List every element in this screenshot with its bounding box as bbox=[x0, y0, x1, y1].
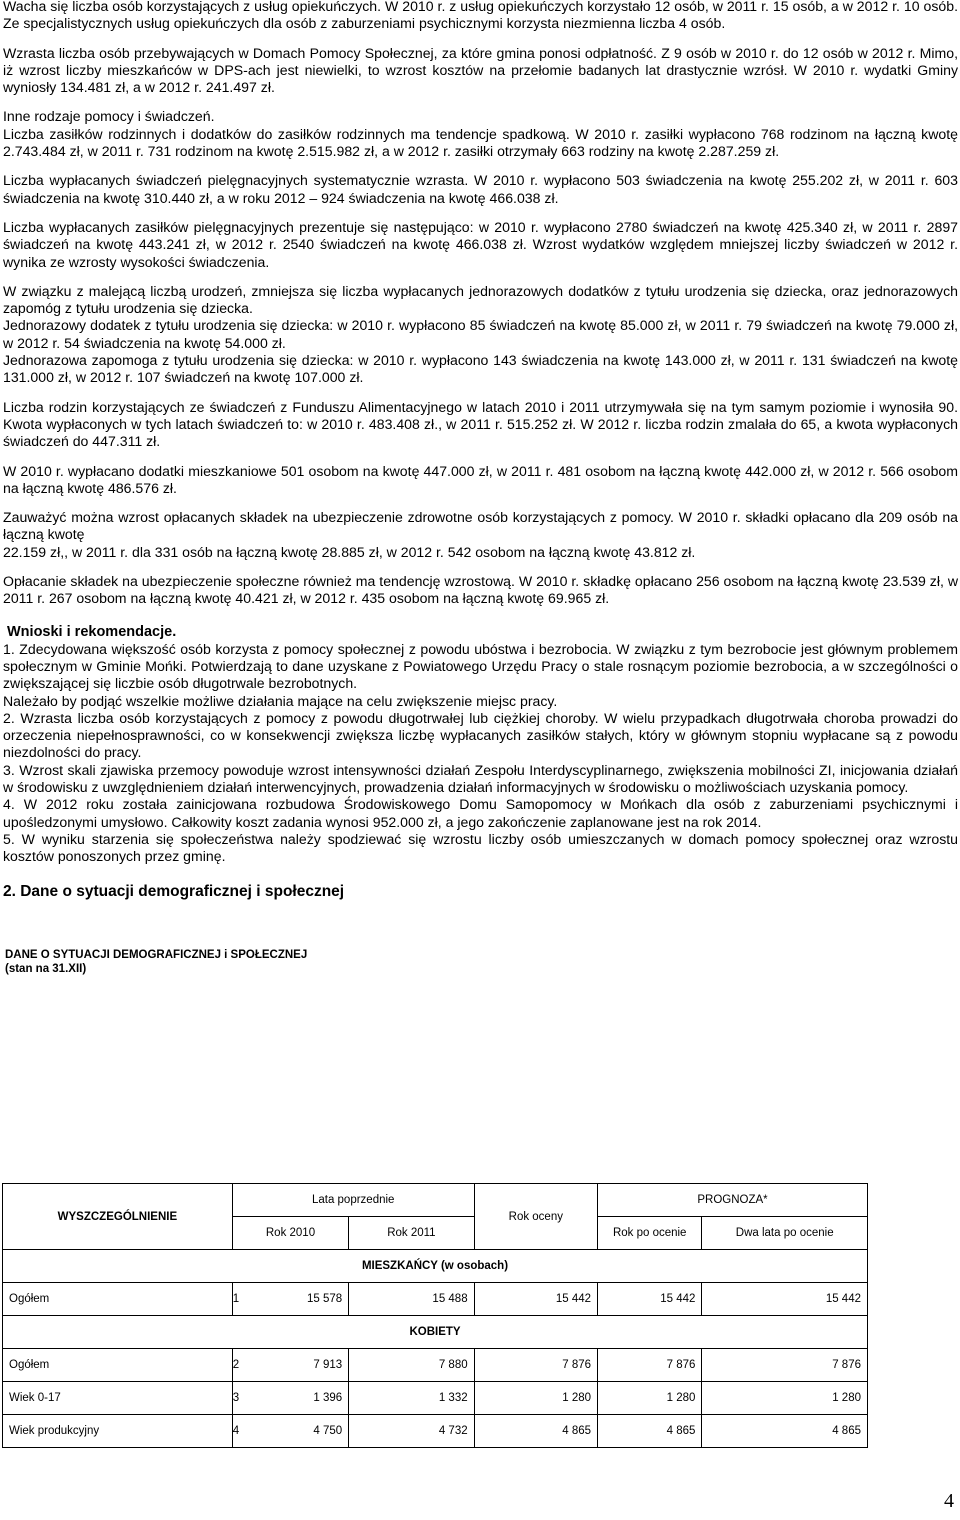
cell-rok-oceny: 7 876 bbox=[474, 1349, 597, 1382]
table-row bbox=[3, 1349, 868, 1382]
cell-rok-oceny: 4 865 bbox=[474, 1415, 597, 1448]
row-label bbox=[3, 1283, 233, 1316]
cell-rok-po-ocenie: 1 280 bbox=[598, 1382, 702, 1415]
paragraph-skladki-spoleczne: Opłacanie składek na ubezpieczenie społeczne również ma tendencję wzrostową. W 2010 r. składkę opłacano 256 osobom na łączną kwotę 23.539 zł, w 2011 r. 267 osobom na łączną kwotę 40.421 zł, w 2012 r. 435 osobom na łączną kwotę 69.965 zł. bbox=[3, 573, 958, 607]
cell-2010-value: 4 750 bbox=[313, 1425, 343, 1437]
cell-2011: 15 488 bbox=[349, 1283, 474, 1316]
header-lata-poprzednie: Lata poprzednie bbox=[232, 1184, 474, 1217]
subheading-inne-rodzaje: Inne rodzaje pomocy i świadczeń. bbox=[3, 108, 215, 125]
paragraph-urodzenia: W związku z malejącą liczbą urodzeń, zmniejsza się liczba wypłacanych jednorazowych dodatków z tytułu urodzenia się dziecka, oraz jednorazowych zapomóg z tytułu urodzenia się dziecka. bbox=[3, 282, 958, 317]
paragraph-skladki-zdrowotne-cont: 22.159 zł,, w 2011 r. dla 331 osób na łączną kwotę 28.885 zł, w 2012 r. 542 osobom na łączną kwotę 43.812 zł. bbox=[3, 543, 696, 560]
section-title: 2. Dane o sytuacji demograficznej i społecznej bbox=[3, 883, 345, 901]
header-rok-2011: Rok 2011 bbox=[349, 1217, 474, 1250]
document-page bbox=[3, 0, 958, 976]
cell-rok-oceny: 15 442 bbox=[474, 1283, 597, 1316]
cell-dwa-lata-po-ocenie: 7 876 bbox=[702, 1349, 868, 1382]
page-number: 4 bbox=[944, 1490, 954, 1512]
paragraph-dodatki-mieszkaniowe: W 2010 r. wypłacano dodatki mieszkaniowe 501 osobom na kwotę 447.000 zł, w 2011 r. 481 osobom na łączną kwotę 442.000 zł, w 2012 r. 566 osobom na łączną kwotę 486.576 zł. bbox=[3, 462, 958, 496]
paragraph-zasilki-pielegnacyjne: Liczba wypłacanych zasiłków pielęgnacyjnych prezentuje się następująco: w 2010 r. wypłacono 2780 świadczeń na kwotę 425.340 zł, w 2011 r. 2897 świadczeń na kwotę 443.241 zł, w 2012 r. 2540 świadczeń na kwotę 466.038 zł. Wzrost wydatków względem mniejszej liczby świadczeń w 2012 r. wynika ze wzrosty wysokości świadczenia. bbox=[3, 218, 958, 270]
cell-2010-value: 15 578 bbox=[307, 1293, 343, 1305]
cell-dwa-lata-po-ocenie: 4 865 bbox=[702, 1415, 868, 1448]
wnioski-item: 5. W wyniku starzenia się społeczeństwa należy spodziewać się wzrostu liczby osób umieszczanych w domach pomocy społecznej oraz wzrostu kosztów ponoszonych przez gminę. bbox=[3, 830, 958, 865]
cell-2010 bbox=[232, 1415, 348, 1448]
section-kobiety: KOBIETY bbox=[3, 1316, 868, 1349]
paragraph-zapomoga-urodzenie: Jednorazowa zapomoga z tytułu urodzenia się dziecka: w 2010 r. wypłacono 143 świadczenia na kwotę 143.000 zł, w 2011 r. 131 świadczeń na kwotę 131.000 zł, w 2012 r. 107 świadczeń na kwotę 107.000 zł. bbox=[3, 352, 958, 386]
row-label: Wiek produkcyjny bbox=[3, 1415, 233, 1448]
paragraph-zasilki-rodzinne: Liczba zasiłków rodzinnych i dodatków do zasiłków rodzinnych ma tendencje spadkową. W 2010 r. zasiłki wypłacono 768 rodzinom na łączną kwotę 2.743.484 zł, w 2011 r. 731 rodzinom na kwotę 2.515.982 zł, a w 2012 r. zasiłki otrzymały 663 rodziny na kwotę 2.287.259 zł. bbox=[3, 125, 958, 160]
header-rok-2010: Rok 2010 bbox=[232, 1217, 348, 1250]
header-rok-po-ocenie: Rok po ocenie bbox=[598, 1217, 702, 1250]
row-lp: 3 bbox=[232, 1392, 240, 1404]
header-wyszczegolnienie: WYSZCZEGÓLNIENIE bbox=[3, 1184, 233, 1250]
cell-dwa-lata-po-ocenie: 15 442 bbox=[702, 1283, 868, 1316]
cell-dwa-lata-po-ocenie: 1 280 bbox=[702, 1382, 868, 1415]
row-lp: 2 bbox=[232, 1359, 240, 1371]
table-heading: DANE O SYTUACJI DEMOGRAFICZNEJ i SPOŁECZNEJ bbox=[5, 949, 308, 962]
paragraph-swiadczenia-pielegnacyjne: Liczba wypłacanych świadczeń pielęgnacyjnych systematycznie wzrasta. W 2010 r. wypłacono 503 świadczenia na kwotę 255.202 zł, w 2011 r. 603 świadczenia na kwotę 310.440 zł, a w roku 2012 – 924 świadczenia na kwotę 466.038 zł. bbox=[3, 172, 958, 206]
header-dwa-lata-po-ocenie: Dwa lata po ocenie bbox=[702, 1217, 868, 1250]
wnioski-item: 3. Wzrost skali zjawiska przemocy powoduje wzrost intensywności działań Zespołu Interdyscyplinarnego, zwiększenia mobilności ZI, inicjowania działań w środowisku z uwzględnieniem działań interwencyjnych, prowadzenia działań informacyjnych w środowisku o możliwościach uzyskania pomocy. bbox=[3, 761, 958, 795]
cell-rok-po-ocenie: 7 876 bbox=[598, 1349, 702, 1382]
cell-rok-oceny: 1 280 bbox=[474, 1382, 597, 1415]
cell-2011: 7 880 bbox=[349, 1349, 474, 1382]
wnioski-item: 1. Zdecydowana większość osób korzysta z pomocy społecznej z powodu ubóstwa i bezrobocia. W związku z tym bezrobocie jest głównym problemem społecznym w Gminie Mońki. Potwierdzają to dane uzyskane z Powiatowego Urzędu Pracy o stale rosnącym poziomie bezrobocia, a w szczególności o zwiększającej się liczbie osób długotrwale bezrobotnych. bbox=[3, 640, 958, 692]
cell-2010 bbox=[232, 1283, 348, 1316]
paragraph-dodatek-urodzenie: Jednorazowy dodatek z tytułu urodzenia się dziecka: w 2010 r. wypłacono 85 świadczeń na kwotę 85.000 zł, w 2011 r. 79 świadczeń na kwotę 79.000 zł, w 2012 r. 54 świadczenia na kwotę 54.000 zł. bbox=[3, 317, 958, 351]
wnioski-item: Należało by podjąć wszelkie możliwe działania mające na celu zwiększenie miejsc pracy. bbox=[3, 692, 558, 709]
paragraph-dps: Wzrasta liczba osób przebywających w Domach Pomocy Społecznej, za które gmina ponosi odpłatność. Z 9 osób w 2010 r. do 12 osób w 2012 r. Mimo, iż wzrost liczby mieszkańców w DPS-ach jest niewielki, to wzrost kosztów na przełomie badanych lat drastycznie wzrósł. W 2010 r. wydatki Gminy wyniosły 134.481 zł, a w 2012 r. 241.497 zł. bbox=[3, 44, 958, 96]
cell-2010 bbox=[232, 1349, 348, 1382]
table-row bbox=[3, 1283, 868, 1316]
row-label: Ogółem bbox=[3, 1349, 233, 1382]
header-rok-oceny: Rok oceny bbox=[474, 1184, 597, 1250]
cell-2010-value: 7 913 bbox=[313, 1359, 343, 1371]
row-lp: 4 bbox=[232, 1425, 240, 1437]
demographic-table bbox=[2, 1183, 868, 1448]
cell-2011: 4 732 bbox=[349, 1415, 474, 1448]
cell-rok-po-ocenie: 15 442 bbox=[598, 1283, 702, 1316]
table-header-row bbox=[3, 1184, 868, 1217]
row-label: Wiek 0-17 bbox=[3, 1382, 233, 1415]
row-label-text: Ogółem bbox=[9, 1293, 50, 1305]
cell-rok-po-ocenie: 4 865 bbox=[598, 1415, 702, 1448]
wnioski-heading: Wnioski i rekomendacje. bbox=[7, 623, 177, 640]
table-subheading: (stan na 31.XII) bbox=[5, 963, 87, 976]
header-prognoza: PROGNOZA* bbox=[598, 1184, 868, 1217]
paragraph-uslugi-opiekuncze: Wacha się liczba osób korzystających z usług opiekuńczych. W 2010 r. z usług opiekuńczych korzystało 12 osób, w 2011 r. 15 osób, a w 2012 r. 10 osób. Ze specjalistycznych usług opiekuńczych dla osób z zaburzeniami psychicznymi korzysta niezmienna liczba 4 osób. bbox=[3, 0, 958, 32]
cell-2010-value: 1 396 bbox=[313, 1392, 343, 1404]
paragraph-skladki-zdrowotne: Zauważyć można wzrost opłacanych składek na ubezpieczenie zdrowotne osób korzystających z pomocy. W 2010 r. składki opłacano dla 209 osób na łączną kwotę bbox=[3, 509, 958, 543]
cell-2010 bbox=[232, 1382, 348, 1415]
wnioski-item: 2. Wzrasta liczba osób korzystających z pomocy z powodu długotrwałej lub ciężkiej choroby. W wielu przypadkach długotrwała choroba prowadzi do orzeczenia niepełnosprawności, co w konsekwencji zwiększa liczbę wypłacanych zasiłków stałych, który w głównym stopniu wypłacane są z powodu niezdolności do pracy. bbox=[3, 709, 958, 761]
table-row bbox=[3, 1415, 868, 1448]
section-mieszkancy: MIESZKAŃCY (w osobach) bbox=[3, 1250, 868, 1283]
row-lp: 1 bbox=[232, 1293, 240, 1305]
wnioski-item: 4. W 2012 roku została zainicjowana rozbudowa Środowiskowego Domu Samopomocy w Mońkach dla osób z zaburzeniami psychicznymi i upośledzonymi umysłowo. Całkowity koszt zadania wynosi 952.000 zł, a jego zakończenie zaplanowane jest na rok 2014. bbox=[3, 796, 958, 830]
table-section-row bbox=[3, 1250, 868, 1283]
table-row bbox=[3, 1382, 868, 1415]
table-section-row bbox=[3, 1316, 868, 1349]
cell-2011: 1 332 bbox=[349, 1382, 474, 1415]
paragraph-fundusz-alimentacyjny: Liczba rodzin korzystających ze świadczeń z Funduszu Alimentacyjnego w latach 2010 i 2011 utrzymywała się na tym samym poziomie i wynosiła 90. Kwota wypłaconych w tych latach świadczeń to: w 2010 r. 483.408 zł., w 2011 r. 515.252 zł. W 2012 r. liczba rodzin zmalała do 65, a kwota wypłaconych świadczeń do 447.311 zł. bbox=[3, 398, 958, 450]
